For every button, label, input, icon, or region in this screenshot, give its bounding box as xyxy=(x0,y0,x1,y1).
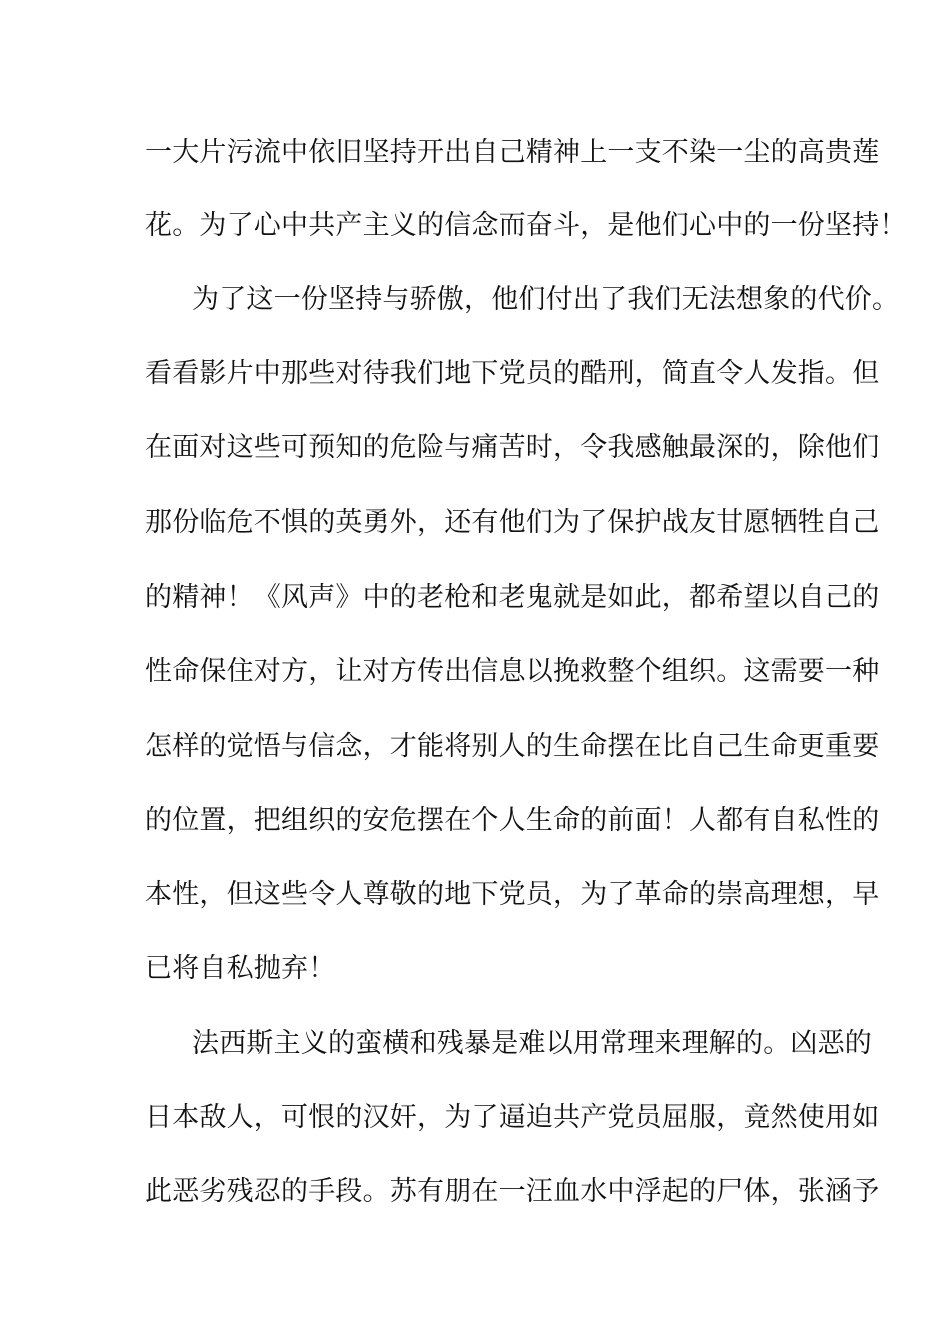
paragraph-line: 日本敌人，可恨的汉奸，为了逼迫共产党员屈服，竟然使用如 xyxy=(145,1102,880,1133)
paragraph-line: 怎样的觉悟与信念，才能将别人的生命摆在比自己生命更重要 xyxy=(145,731,880,762)
paragraph-line: 本性，但这些令人尊敬的地下党员，为了革命的崇高理想，早 xyxy=(145,879,880,910)
paragraph-line: 已将自私抛弃！ xyxy=(145,953,336,984)
paragraph-line: 看看影片中那些对待我们地下党员的酷刑，简直令人发指。但 xyxy=(145,358,880,389)
paragraph-line: 一大片污流中依旧坚持开出自己精神上一支不染一尘的高贵莲 xyxy=(145,137,880,168)
paragraph-line: 那份临危不惧的英勇外，还有他们为了保护战友甘愿牺牲自己 xyxy=(145,507,880,538)
paragraph-line: 为了这一份坚持与骄傲，他们付出了我们无法想象的代价。 xyxy=(192,284,900,315)
paragraph-line: 在面对这些可预知的危险与痛苦时，令我感触最深的，除他们 xyxy=(145,432,880,463)
paragraph-line: 的精神！《风声》中的老枪和老鬼就是如此，都希望以自己的 xyxy=(145,582,880,613)
paragraph-line: 的位置，把组织的安危摆在个人生命的前面！人都有自私性的 xyxy=(145,805,880,836)
paragraph-line: 性命保住对方，让对方传出信息以挽救整个组织。这需要一种 xyxy=(145,656,880,687)
paragraph-line: 此恶劣残忍的手段。苏有朋在一汪血水中浮起的尸体，张涵予 xyxy=(145,1176,880,1207)
paragraph-line: 法西斯主义的蛮横和残暴是难以用常理来理解的。凶恶的 xyxy=(192,1028,872,1059)
paragraph-line: 花。为了心中共产主义的信念而奋斗，是他们心中的一份坚持！ xyxy=(145,210,907,241)
